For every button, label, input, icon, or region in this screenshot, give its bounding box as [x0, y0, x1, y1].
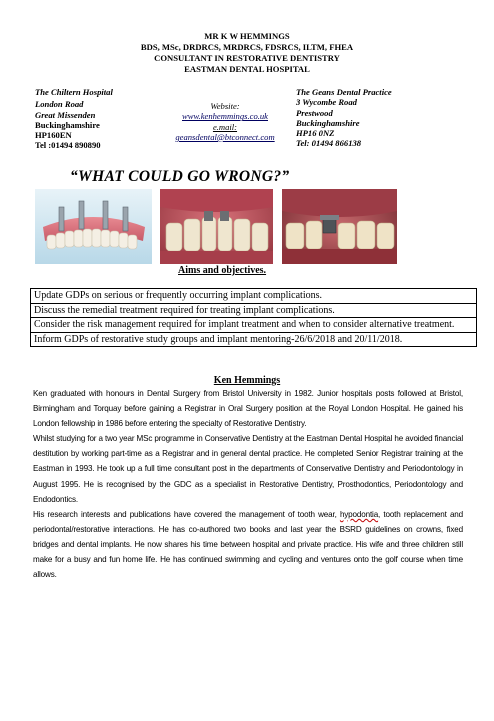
table-row — [31, 289, 477, 304]
right-address-line: Tel: 01494 866138 — [296, 138, 362, 149]
aims-item: Inform GDPs of restorative study groups and implant mentoring-26/6/2018 and 20/11/2018. — [31, 332, 477, 347]
bio-paragraph: Ken graduated with honours in Dental Surgery from Bristol University in 1982. Junior hospitals posts followed at Bristol, Birmingham and Torquay before gaining a Registrar in Oral Surgery position at the Royal London Hospital. He gained his London fellowship in 1986 before entering the specialty of Restorative Dentistry. — [33, 389, 463, 429]
aims-table — [30, 288, 477, 347]
bio-paragraph — [33, 507, 463, 582]
left-address-line: Great Missenden — [35, 109, 96, 120]
right-address-line: 3 Wycombe Road — [296, 97, 357, 108]
left-address-line: Tel :01494 890890 — [35, 140, 101, 151]
right-address-line: HP16 0NZ — [296, 128, 335, 139]
right-address-line: Buckinghamshire — [296, 117, 360, 128]
aims-item: Discuss the remedial treatment required for treating implant complications. — [31, 303, 477, 318]
left-address-heading: The Chiltern Hospital — [35, 87, 113, 97]
gum-recession-photo — [160, 189, 273, 264]
bio-heading: Ken Hemmings — [213, 375, 281, 386]
doctor-name: MR K W HEMMINGS — [204, 31, 290, 41]
exposed-implant-photo — [282, 189, 397, 264]
left-address — [35, 87, 113, 151]
left-address-line: London Road — [35, 99, 84, 110]
bio-text-run: His research interests and publications have covered the management of tooth wear, — [33, 509, 340, 519]
website-link[interactable]: www.kenhemmings.co.uk — [182, 111, 268, 122]
contact-block — [160, 101, 290, 142]
aims-heading: Aims and objectives. — [178, 265, 267, 276]
bio-paragraph: Whilst studying for a two year MSc programme in Conservative Dentistry at the Eastman Dental Hospital he avoided financial destitution by working part-time as a Registrar and in general dental practice. He completed Senior Registrar training at the Eastman in 1993. He took up a full time consultant post in the departments of Conservative Dentistry and Periodontology in August 1995. He is recognised by the GDC as a specialist in Restorative Dentistry, Prosthodontics, Periodontology and Endodontics. — [33, 434, 463, 504]
role-title: CONSULTANT IN RESTORATIVE DENTISTRY — [154, 53, 340, 63]
spellcheck-word: hypodontia — [339, 509, 379, 519]
website-label: Website: — [210, 101, 240, 111]
bio-text — [33, 386, 463, 582]
table-row — [31, 303, 477, 318]
qualifications: BDS, MSc, DRDRCS, MRDRCS, FDSRCS, ILTM, FHEA — [140, 42, 354, 52]
email-link[interactable]: geansdental@btconnect.com — [175, 131, 275, 142]
email-label: e.mail: — [212, 121, 238, 132]
hospital-name: EASTMAN DENTAL HOSPITAL — [184, 64, 310, 74]
right-address-line: Prestwood — [296, 107, 333, 118]
page-title: “WHAT COULD GO WRONG?” — [70, 168, 290, 185]
implant-bridge-photo — [35, 189, 152, 264]
aims-item: Update GDPs on serious or frequently occurring implant complications. — [31, 289, 477, 304]
table-row — [31, 332, 477, 347]
right-address — [296, 87, 392, 149]
right-address-heading: The Geans Dental Practice — [296, 87, 392, 97]
table-row — [31, 318, 477, 333]
bio-text-run: , tooth replacement and periodontal/restorative interactions. He has co-authored two books and last year the BSRD guidelines on crowns, fixed bridges and dental implants. He now shares his time between hospital and private practice. His wife and three children still make for a busy and fun home life. He has continued swimming and cycling and ventures onto the golf course when time allows. — [33, 509, 463, 580]
left-address-line: HP160EN — [35, 130, 72, 141]
left-address-line: Buckinghamshire — [35, 119, 100, 130]
aims-item: Consider the risk management required for implant treatment and when to consider alternative treatment. — [31, 318, 477, 333]
